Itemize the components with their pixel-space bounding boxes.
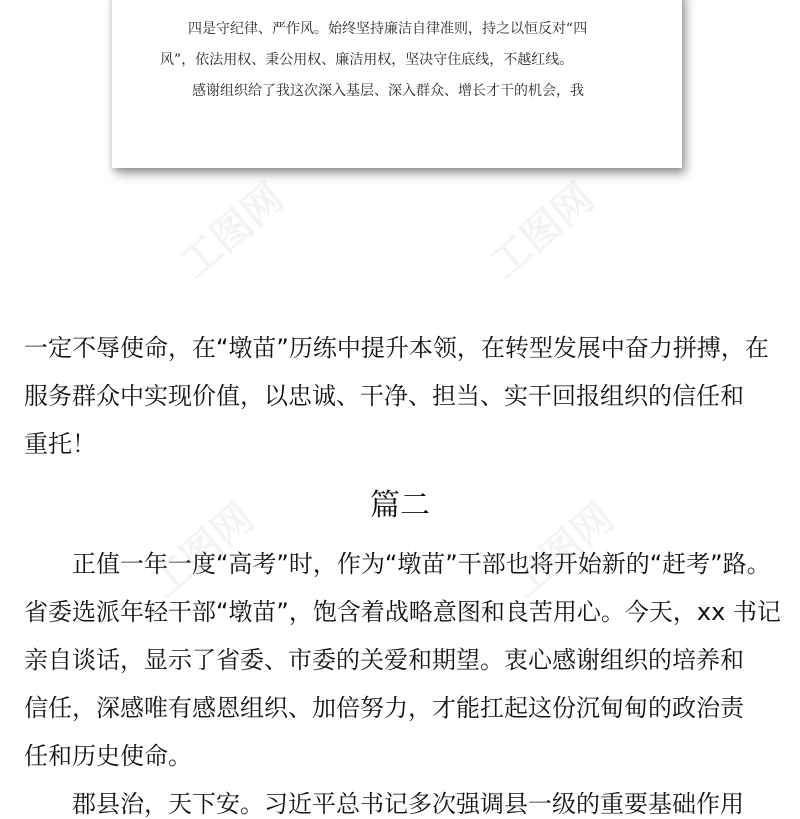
watermark-text: 工图网: [481, 174, 603, 288]
body-line: 亲自谈话，显示了省委、市委的关爱和期望。衷心感谢组织的培养和: [24, 646, 744, 674]
watermark-text: 工图网: [171, 174, 293, 288]
card-line: 风”，依法用权、秉公用权、廉洁用权，坚决守住底线，不越红线。: [160, 52, 574, 68]
card-line: 感谢组织给了我这次深入基层、深入群众、增长才干的机会，我: [192, 83, 584, 99]
body-line: 一定不辱使命，在“墩苗”历练中提升本领，在转型发展中奋力拼搏，在: [24, 334, 769, 362]
body-line: 正值一年一度“高考”时，作为“墩苗”干部也将开始新的“赶考”路。: [72, 550, 771, 578]
body-line: 任和历史使命。: [24, 742, 192, 770]
section-heading: 篇二: [370, 488, 430, 523]
body-line: 省委选派年轻干部“墩苗”，饱含着战略意图和良苦用心。今天，xx 书记: [24, 598, 781, 626]
body-line: 重托！: [24, 430, 96, 458]
document-preview-card: [112, 0, 682, 168]
watermark-text: 工图网: [501, 494, 623, 608]
card-line: 四是守纪律、严作风。始终坚持廉洁自律准则，持之以恒反对“四: [188, 21, 588, 37]
body-line: 服务群众中实现价值，以忠诚、干净、担当、实干回报组织的信任和: [24, 382, 744, 410]
body-line: 信任，深感唯有感恩组织、加倍努力，才能扛起这份沉甸甸的政治责: [24, 694, 744, 722]
watermark-text: 工图网: [141, 494, 263, 608]
body-line: 郡县治，天下安。习近平总书记多次强调县一级的重要基础作用: [72, 790, 744, 818]
